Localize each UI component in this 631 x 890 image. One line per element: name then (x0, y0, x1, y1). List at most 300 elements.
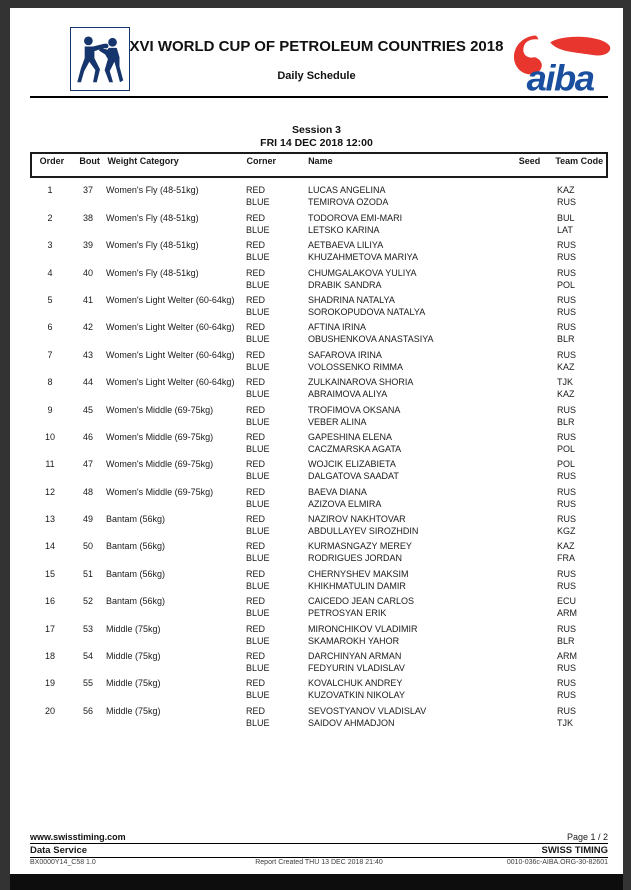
name-cell (308, 239, 509, 263)
boxer-name-red: LUCAS ANGELINA (308, 185, 386, 196)
boxer-name-blue: ABRAIMOVA ALIYA (308, 389, 388, 400)
boxer-name-blue: KHUZAHMETOVA MARIYA (308, 252, 419, 263)
seed-cell (509, 404, 553, 428)
aiba-logo-icon (505, 30, 621, 96)
boxer-name-red: TODOROVA EMI-MARI (308, 212, 403, 223)
seed-cell (509, 623, 553, 647)
bout-row (30, 701, 608, 728)
name-cell (308, 404, 509, 428)
team-code-cell (553, 650, 608, 674)
team-code-blue: RUS (557, 306, 577, 317)
bout-number-cell: 52 (82, 596, 93, 607)
bout-number-cell: 41 (82, 294, 93, 305)
corner-label-blue: BLUE (246, 279, 270, 290)
weight-category-cell: Bantam (56kg) (106, 568, 166, 579)
seed-red (509, 239, 553, 251)
seed-blue (509, 525, 553, 537)
order-cell: 4 (47, 267, 53, 278)
session-heading (10, 124, 623, 150)
team-code-red: KAZ (557, 185, 575, 196)
team-code-cell (553, 705, 608, 729)
bout-row (30, 674, 608, 701)
order-cell: 12 (44, 486, 55, 497)
bout-row (30, 619, 608, 646)
team-code-cell (553, 294, 608, 318)
seed-blue (509, 196, 553, 208)
seed-red (509, 212, 553, 224)
seed-red (509, 623, 553, 635)
seed-red (509, 486, 553, 498)
report-subtitle: Daily Schedule (277, 70, 356, 82)
seed-red (509, 458, 553, 470)
aiba-logo (505, 30, 621, 96)
weight-category-cell: Middle (75kg) (106, 623, 161, 634)
document-code: BX0000Y14_C58 1.0 (30, 859, 96, 866)
team-code-red: RUS (557, 705, 577, 716)
corner-label-blue: BLUE (246, 416, 270, 427)
corner-label-blue: BLUE (246, 690, 270, 701)
seed-red (509, 321, 553, 333)
team-code-red: RUS (557, 322, 577, 333)
bout-number-cell: 37 (82, 185, 93, 196)
reference-code: 0010-036c-AIBA.ORG-30-82601 (506, 859, 608, 866)
order-cell: 1 (47, 185, 53, 196)
team-code-red: TJK (557, 377, 574, 388)
bout-number-cell: 38 (82, 212, 93, 223)
seed-red (509, 705, 553, 717)
corner-label-blue: BLUE (246, 663, 270, 674)
boxer-name-blue: DALGATOVA SAADAT (308, 471, 399, 482)
order-cell: 5 (47, 294, 53, 305)
seed-red (509, 267, 553, 279)
weight-category-cell: Women's Fly (48-51kg) (106, 240, 199, 251)
bout-number-cell: 55 (82, 678, 93, 689)
corner-label-blue: BLUE (246, 252, 270, 263)
team-code-blue: BLR (557, 416, 575, 427)
seed-cell (509, 267, 553, 291)
corner-label-blue: BLUE (246, 526, 270, 537)
session-name: Session 3 (291, 124, 342, 136)
order-cell: 6 (47, 322, 53, 333)
name-cell (308, 568, 509, 592)
bout-row (30, 428, 608, 455)
weight-category-cell: Women's Middle (69-75kg) (106, 486, 214, 497)
boxer-name-red: SAFAROVA IRINA (308, 349, 382, 360)
corner-label-blue: BLUE (246, 553, 270, 564)
team-code-cell (553, 458, 608, 482)
column-header-weight-category: Weight Category (107, 156, 179, 166)
seed-red (509, 595, 553, 607)
team-code-red: RUS (557, 431, 577, 442)
bout-row (30, 263, 608, 290)
team-code-blue: LAT (557, 224, 573, 235)
footer-row-2 (30, 844, 608, 858)
seed-blue (509, 552, 553, 564)
seed-red (509, 184, 553, 196)
corner-label-blue: BLUE (246, 635, 270, 646)
seed-red (509, 431, 553, 443)
boxer-name-red: WOJCIK ELIZABIETA (308, 459, 396, 470)
weight-category-cell: Women's Light Welter (60-64kg) (106, 322, 235, 333)
schedule-table (30, 152, 608, 729)
bout-number-cell: 44 (82, 377, 93, 388)
corner-label-red: RED (246, 431, 266, 442)
document-header (10, 8, 623, 108)
team-code-cell (553, 321, 608, 345)
name-cell (308, 705, 509, 729)
data-service-label: Data Service (30, 844, 88, 856)
team-code-red: RUS (557, 678, 577, 689)
seed-cell (509, 650, 553, 674)
boxer-name-red: AETBAEVA LILIYA (308, 240, 384, 251)
team-code-cell (553, 623, 608, 647)
seed-cell (509, 321, 553, 345)
corner-cell (246, 239, 308, 263)
column-header-seed: Seed (518, 156, 541, 166)
corner-label-red: RED (246, 267, 266, 278)
session-datetime: FRI 14 DEC 2018 12:00 (260, 137, 373, 149)
weight-category-cell: Women's Middle (69-75kg) (106, 404, 214, 415)
corner-label-blue: BLUE (246, 580, 270, 591)
corner-label-blue: BLUE (246, 717, 270, 728)
bout-row (30, 455, 608, 482)
corner-label-red: RED (246, 322, 266, 333)
team-code-cell (553, 486, 608, 510)
corner-label-blue: BLUE (246, 498, 270, 509)
column-header-team-code: Team Code (555, 156, 604, 166)
boxers-icon (74, 31, 126, 87)
bout-row (30, 400, 608, 427)
column-header-order: Order (39, 156, 65, 166)
team-code-blue: RUS (557, 471, 577, 482)
bout-number-cell: 48 (82, 486, 93, 497)
seed-blue (509, 662, 553, 674)
corner-label-red: RED (246, 185, 266, 196)
team-code-blue: KAZ (557, 389, 575, 400)
corner-label-blue: BLUE (246, 608, 270, 619)
weight-category-cell: Women's Light Welter (60-64kg) (106, 349, 235, 360)
seed-red (509, 677, 553, 689)
page-number: Page 1 / 2 (566, 831, 608, 842)
boxer-name-blue: TEMIROVA OZODA (308, 197, 389, 208)
corner-cell (246, 349, 308, 373)
team-code-cell (553, 595, 608, 619)
team-code-red: RUS (557, 514, 577, 525)
corner-cell (246, 404, 308, 428)
boxer-name-red: SEVOSTYANOV VLADISLAV (308, 705, 427, 716)
team-code-cell (553, 267, 608, 291)
column-header-name: Name (308, 156, 333, 166)
seed-cell (509, 184, 553, 208)
name-cell (308, 212, 509, 236)
footer-row-1 (30, 832, 608, 844)
bout-row (30, 318, 608, 345)
team-code-red: ARM (557, 651, 577, 662)
seed-cell (509, 513, 553, 537)
seed-red (509, 376, 553, 388)
team-code-cell (553, 376, 608, 400)
team-code-red: RUS (557, 349, 577, 360)
order-cell: 7 (47, 349, 53, 360)
seed-cell (509, 294, 553, 318)
corner-label-blue: BLUE (246, 443, 270, 454)
weight-category-cell: Women's Fly (48-51kg) (106, 267, 199, 278)
corner-cell (246, 294, 308, 318)
boxer-name-red: TROFIMOVA OKSANA (308, 404, 401, 415)
seed-cell (509, 212, 553, 236)
team-code-red: RUS (557, 404, 577, 415)
boxer-name-blue: DRABIK SANDRA (308, 279, 382, 290)
seed-red (509, 540, 553, 552)
team-code-blue: RUS (557, 580, 577, 591)
event-title: XVI WORLD CUP OF PETROLEUM COUNTRIES 2018 (129, 38, 504, 55)
corner-label-red: RED (246, 651, 266, 662)
weight-category-cell: Bantam (56kg) (106, 596, 166, 607)
weight-category-cell: Bantam (56kg) (106, 541, 166, 552)
boxer-name-red: ZULKAINAROVA SHORIA (308, 377, 414, 388)
bout-row (30, 236, 608, 263)
seed-blue (509, 443, 553, 455)
team-code-blue: KAZ (557, 361, 575, 372)
swiss-timing-label: SWISS TIMING (541, 844, 608, 856)
seed-blue (509, 224, 553, 236)
seed-blue (509, 416, 553, 428)
corner-label-red: RED (246, 240, 266, 251)
boxer-name-blue: PETROSYAN ERIK (308, 608, 387, 619)
name-cell (308, 623, 509, 647)
team-code-red: RUS (557, 267, 577, 278)
corner-cell (246, 321, 308, 345)
corner-label-red: RED (246, 486, 266, 497)
team-code-blue: BLR (557, 334, 575, 345)
team-code-cell (553, 349, 608, 373)
order-cell: 10 (44, 431, 55, 442)
seed-cell (509, 376, 553, 400)
team-code-cell (553, 239, 608, 263)
team-code-cell (553, 431, 608, 455)
name-cell (308, 321, 509, 345)
corner-label-blue: BLUE (246, 389, 270, 400)
corner-cell (246, 376, 308, 400)
team-code-red: KAZ (557, 541, 575, 552)
order-cell: 13 (44, 514, 55, 525)
bout-row (30, 373, 608, 400)
corner-cell (246, 486, 308, 510)
name-cell (308, 650, 509, 674)
bout-row (30, 482, 608, 509)
team-code-blue: KGZ (557, 526, 576, 537)
bout-row (30, 510, 608, 537)
name-cell (308, 431, 509, 455)
boxer-name-blue: ABDULLAYEV SIROZHDIN (308, 526, 419, 537)
bout-number-cell: 42 (82, 322, 93, 333)
corner-cell (246, 595, 308, 619)
seed-red (509, 404, 553, 416)
seed-cell (509, 677, 553, 701)
bout-number-cell: 49 (82, 514, 93, 525)
name-cell (308, 376, 509, 400)
column-header-corner: Corner (246, 156, 277, 166)
corner-cell (246, 540, 308, 564)
column-header-bout: Bout (79, 156, 100, 166)
document-footer (30, 832, 608, 867)
team-code-red: BUL (557, 212, 575, 223)
boxer-name-blue: OBUSHENKOVA ANASTASIYA (308, 334, 434, 345)
boxer-name-blue: SKAMAROKH YAHOR (308, 635, 400, 646)
bout-number-cell: 54 (82, 651, 93, 662)
boxer-name-blue: FEDYURIN VLADISLAV (308, 663, 405, 674)
weight-category-cell: Middle (75kg) (106, 705, 161, 716)
name-cell (308, 458, 509, 482)
corner-label-red: RED (246, 459, 266, 470)
seed-red (509, 513, 553, 525)
order-cell: 11 (45, 459, 55, 470)
bout-number-cell: 50 (82, 541, 93, 552)
weight-category-cell: Women's Middle (69-75kg) (106, 459, 214, 470)
order-cell: 20 (44, 705, 55, 716)
weight-category-cell: Women's Light Welter (60-64kg) (106, 377, 235, 388)
corner-cell (246, 623, 308, 647)
team-code-red: RUS (557, 486, 577, 497)
name-cell (308, 595, 509, 619)
order-cell: 3 (47, 240, 53, 251)
viewer-bottom-bar (10, 874, 623, 890)
corner-label-red: RED (246, 623, 266, 634)
team-code-blue: RUS (557, 663, 577, 674)
name-cell (308, 294, 509, 318)
team-code-blue: RUS (557, 252, 577, 263)
boxer-name-red: NAZIROV NAKHTOVAR (308, 514, 406, 525)
bout-number-cell: 45 (82, 404, 93, 415)
seed-blue (509, 607, 553, 619)
bout-number-cell: 43 (82, 349, 93, 360)
corner-cell (246, 267, 308, 291)
seed-cell (509, 540, 553, 564)
seed-cell (509, 349, 553, 373)
seed-cell (509, 458, 553, 482)
team-code-cell (553, 568, 608, 592)
corner-cell (246, 705, 308, 729)
boxer-name-red: AFTINA IRINA (308, 322, 367, 333)
corner-label-red: RED (246, 377, 266, 388)
order-cell: 8 (47, 377, 53, 388)
team-code-blue: BLR (557, 635, 575, 646)
boxer-name-red: MIRONCHIKOV VLADIMIR (308, 623, 418, 634)
weight-category-cell: Middle (75kg) (106, 651, 161, 662)
seed-blue (509, 580, 553, 592)
team-code-red: ECU (557, 596, 577, 607)
seed-cell (509, 239, 553, 263)
corner-cell (246, 650, 308, 674)
bout-row (30, 291, 608, 318)
document-page (10, 8, 623, 874)
corner-label-blue: BLUE (246, 471, 270, 482)
team-code-cell (553, 677, 608, 701)
corner-cell (246, 431, 308, 455)
corner-label-red: RED (246, 596, 266, 607)
boxer-name-blue: SAIDOV AHMADJON (308, 717, 395, 728)
order-cell: 18 (44, 651, 55, 662)
corner-cell (246, 677, 308, 701)
weight-category-cell: Women's Fly (48-51kg) (106, 185, 199, 196)
corner-cell (246, 568, 308, 592)
bout-number-cell: 46 (82, 431, 93, 442)
boxer-name-red: CAICEDO JEAN CARLOS (308, 596, 415, 607)
seed-red (509, 294, 553, 306)
corner-label-red: RED (246, 404, 266, 415)
weight-category-cell: Women's Fly (48-51kg) (106, 212, 199, 223)
seed-cell (509, 595, 553, 619)
team-code-blue: ARM (557, 608, 577, 619)
bout-row (30, 537, 608, 564)
corner-cell (246, 184, 308, 208)
seed-blue (509, 306, 553, 318)
boxer-name-blue: CACZMARSKA AGATA (308, 443, 402, 454)
team-code-red: RUS (557, 240, 577, 251)
seed-red (509, 349, 553, 361)
weight-category-cell: Women's Light Welter (60-64kg) (106, 294, 235, 305)
team-code-red: POL (557, 459, 576, 470)
corner-label-blue: BLUE (246, 334, 270, 345)
corner-label-red: RED (246, 678, 266, 689)
team-code-cell (553, 513, 608, 537)
name-cell (308, 267, 509, 291)
footer-row-3 (30, 858, 608, 867)
corner-label-blue: BLUE (246, 306, 270, 317)
team-code-cell (553, 184, 608, 208)
bout-number-cell: 51 (82, 568, 93, 579)
order-cell: 19 (44, 678, 55, 689)
name-cell (308, 677, 509, 701)
seed-blue (509, 498, 553, 510)
corner-label-red: RED (246, 541, 266, 552)
seed-red (509, 568, 553, 580)
name-cell (308, 486, 509, 510)
name-cell (308, 513, 509, 537)
corner-label-blue: BLUE (246, 224, 270, 235)
seed-blue (509, 717, 553, 729)
swisstiming-link[interactable]: www.swisstiming.com (30, 831, 126, 842)
corner-label-blue: BLUE (246, 197, 270, 208)
order-cell: 9 (47, 404, 53, 415)
boxer-name-blue: SOROKOPUDOVA NATALYA (308, 306, 426, 317)
name-cell (308, 349, 509, 373)
seed-cell (509, 486, 553, 510)
aiba-logo-text: aiba (526, 57, 594, 96)
bout-row (30, 564, 608, 591)
bout-row (30, 181, 608, 208)
corner-label-red: RED (246, 349, 266, 360)
bout-number-cell: 39 (82, 240, 93, 251)
corner-label-red: RED (246, 212, 266, 223)
team-code-blue: FRA (557, 553, 575, 564)
seed-blue (509, 251, 553, 263)
schedule-table-header (30, 152, 608, 178)
weight-category-cell: Middle (75kg) (106, 678, 161, 689)
team-code-red: RUS (557, 568, 577, 579)
weight-category-cell: Women's Middle (69-75kg) (106, 431, 214, 442)
order-cell: 16 (44, 596, 55, 607)
corner-label-blue: BLUE (246, 361, 270, 372)
header-divider (30, 96, 608, 98)
team-code-blue: POL (557, 443, 576, 454)
seed-blue (509, 361, 553, 373)
team-code-blue: RUS (557, 690, 577, 701)
bout-number-cell: 47 (82, 459, 93, 470)
corner-label-red: RED (246, 514, 266, 525)
team-code-red: RUS (557, 623, 577, 634)
bout-row (30, 592, 608, 619)
